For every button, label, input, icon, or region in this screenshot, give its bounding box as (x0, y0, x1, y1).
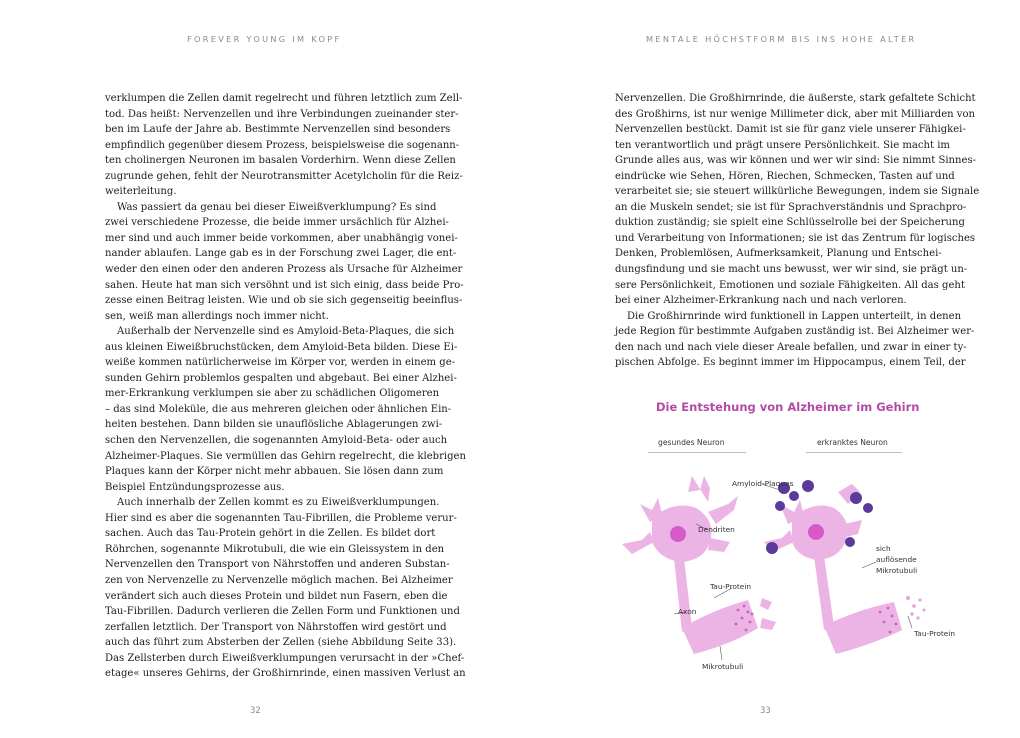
label-dissolving-3: Mikrotubuli (876, 566, 918, 575)
text-line: zesse einen Beitrag leisten. Wie und ob sie sich gegenseitig beeinflus- (105, 295, 463, 307)
text-line: Denken, Problemlösen, Aufmerksamkeit, Planung und Entschei- (615, 248, 942, 260)
label-tau-protein-left: Tau-Protein (710, 582, 752, 591)
text-line: verändert sich auch dieses Protein und bildet nun Fasern, eben die (105, 590, 448, 602)
text-line: ben im Laufe der Jahre ab. Bestimmte Nervenzellen sind besonders (105, 124, 451, 136)
healthy-neuron-drawing (622, 476, 776, 654)
text-line: mer-Erkrankung verklumpen sie aber zu schädlichen Oligomeren (105, 388, 440, 400)
text-line: sunden Gehirn problemlos gespalten und abgebaut. Bei einer Alzhei- (105, 372, 457, 384)
text-line: heiten bestehen. Dann bilden sie unauflösliche Ablagerungen zwi- (105, 419, 443, 431)
neuron-illustration (612, 392, 962, 682)
text-line: Alzheimer-Plaques. Sie vermüllen das Gehirn regelrecht, die klebrigen (105, 450, 466, 462)
text-line: Grunde alles aus, was wir können und wer wir sind: Sie nimmt Sinnes- (615, 155, 976, 167)
text-line: mer sind und auch immer beide vorkommen, aber unabhängig vonei- (105, 232, 458, 244)
text-line: – das sind Moleküle, die aus mehreren gleichen oder ähnlichen Ein- (105, 403, 452, 415)
label-dissolving-2: auflösende (876, 555, 917, 564)
text-line: weiterleitung. (105, 186, 177, 198)
text-line: ten cholinergen Neuronen im basalen Vorderhirn. Wenn diese Zellen (105, 155, 456, 167)
healthy-neuron-label: gesundes Neuron (658, 438, 725, 447)
text-line: zen von Nervenzelle zu Nervenzelle möglich machen. Bei Alzheimer (105, 574, 453, 586)
text-line: dungsfindung und sie macht uns bewusst, wer wir sind, sie prägt un- (615, 264, 968, 276)
diseased-label-rule (806, 452, 902, 453)
text-line: ten verantwortlich und prägt unsere Persönlichkeit. Sie macht im (615, 139, 950, 151)
alzheimer-figure (612, 392, 962, 682)
text-line: den nach und nach viele dieser Areale befallen, und zwar in einer ty- (615, 341, 967, 353)
text-line: verklumpen die Zellen damit regelrecht und führen letztlich zum Zell- (105, 93, 463, 104)
text-line: Außerhalb der Nervenzelle sind es Amyloid-Beta-Plaques, die sich (117, 326, 455, 338)
figure-title: Die Entstehung von Alzheimer im Gehirn (656, 400, 920, 414)
text-line: zugrunde gehen, fehlt der Neurotransmitter Acetylcholin für die Reiz- (105, 170, 463, 182)
text-line: Röhrchen, sogenannte Mikrotubuli, die wie ein Gleissystem in den (105, 543, 445, 555)
running-head-left: FOREVER YOUNG IM KOPF (187, 34, 342, 44)
text-line: sachen. Auch das Tau-Protein gehört in die Zellen. Es bildet dort (105, 528, 436, 540)
text-line: sen, weiß man allerdings noch immer nicht. (105, 310, 329, 322)
text-line: nander ablaufen. Lange gab es in der Forschung zwei Lager, die ent- (105, 248, 457, 260)
text-line: Plaques kann der Körper nicht mehr abbauen. Sie lösen dann zum (105, 466, 444, 478)
text-line: Nervenzellen den Transport von Nährstoffen und anderen Substan- (105, 559, 450, 571)
text-line: Das Zellsterben durch Eiweißverklumpungen verursacht in der »Chef- (105, 652, 465, 664)
text-line: duktion zuständig; sie spielt eine Schlüsselrolle bei der Speicherung (615, 217, 965, 229)
text-line: pischen Abfolge. Es beginnt immer im Hippocampus, einem Teil, der (615, 357, 966, 369)
text-line: verarbeitet sie; sie steuert willkürliche Bewegungen, indem sie Signale (615, 186, 980, 198)
right-body-text (615, 91, 980, 371)
text-line: und Verarbeitung von Informationen; sie ist das Zentrum für logisches (615, 232, 976, 244)
text-line: aus kleinen Eiweißbruchstücken, dem Amyloid-Beta bilden. Diese Ei- (105, 341, 458, 353)
running-head-right: MENTALE HÖCHSTFORM BIS INS HOHE ALTER (646, 34, 917, 44)
diseased-neuron-label: erkranktes Neuron (817, 438, 888, 447)
text-line: Die Großhirnrinde wird funktionell in Lappen unterteilt, in denen (627, 310, 962, 322)
page-number-right: 33 (760, 706, 771, 716)
label-dissolving-1: sich (876, 544, 891, 553)
text-line: empfindlich gegenüber diesem Prozess, beispielsweise die sogenann- (105, 139, 460, 151)
page-number-left: 32 (250, 706, 261, 716)
label-mikrotubuli: Mikrotubuli (702, 662, 744, 671)
text-line: weder den einen oder den anderen Prozess als Ursache für Alzheimer (105, 264, 463, 276)
text-line: Was passiert da genau bei dieser Eiweißverklumpung? Es sind (117, 201, 437, 213)
text-line: des Großhirns, ist nur wenige Millimeter dick, aber mit Milliarden von (615, 108, 975, 120)
label-dendriten: Dendriten (698, 525, 735, 534)
text-line: bei einer Alzheimer-Erkrankung nach und nach verloren. (615, 295, 907, 307)
text-line: Tau-Fibrillen. Dadurch verlieren die Zellen Form und Funktionen und (105, 606, 460, 618)
text-line: an die Muskeln sendet; sie ist für Sprachverständnis und Sprachpro- (615, 201, 967, 213)
text-line: Nervenzellen. Die Großhirnrinde, die äußerste, stark gefaltete Schicht (615, 93, 976, 104)
label-amyloid-plaques: Amyloid-Plaques (732, 479, 794, 488)
text-line: Beispiel Entzündungsprozesse aus. (105, 481, 285, 493)
text-line: eindrücke wie Sehen, Hören, Riechen, Schmecken, Tasten auf und (615, 170, 955, 182)
text-line: Auch innerhalb der Zellen kommt es zu Eiweißverklumpungen. (117, 497, 440, 509)
text-line: Nervenzellen bestückt. Damit ist sie für ganz viele unserer Fähigkei- (615, 124, 966, 136)
healthy-label-rule (648, 452, 746, 453)
text-line: jede Region für bestimmte Aufgaben zuständig ist. Bei Alzheimer wer- (615, 326, 975, 338)
text-line: Hier sind es aber die sogenannten Tau-Fibrillen, die Probleme verur- (105, 512, 457, 524)
left-body-text (105, 91, 466, 682)
label-axon: Axon (678, 607, 697, 616)
text-line: sere Persönlichkeit, Emotionen und soziale Fähigkeiten. All das geht (615, 279, 965, 291)
text-line: sahen. Heute hat man sich versöhnt und ist sich einig, dass beide Pro- (105, 279, 464, 291)
text-line: weiße kommen natürlicherweise im Körper vor, werden in einem ge- (105, 357, 456, 369)
text-line: auch das führt zum Absterben der Zellen (siehe Abbildung Seite 33). (105, 637, 457, 649)
label-tau-protein-right: Tau-Protein (914, 629, 956, 638)
text-line: schen den Nervenzellen, die sogenannten Amyloid-Beta- oder auch (105, 435, 448, 447)
text-line: tod. Das heißt: Nervenzellen und ihre Verbindungen zueinander ster- (105, 108, 459, 120)
text-line: zerfallen letztlich. Der Transport von Nährstoffen wird gestört und (105, 621, 447, 633)
text-line: etage« unseres Gehirns, der Großhirnrinde, einen massiven Verlust an (105, 668, 466, 680)
text-line: zwei verschiedene Prozesse, die beide immer ursächlich für Alzhei- (105, 217, 449, 229)
